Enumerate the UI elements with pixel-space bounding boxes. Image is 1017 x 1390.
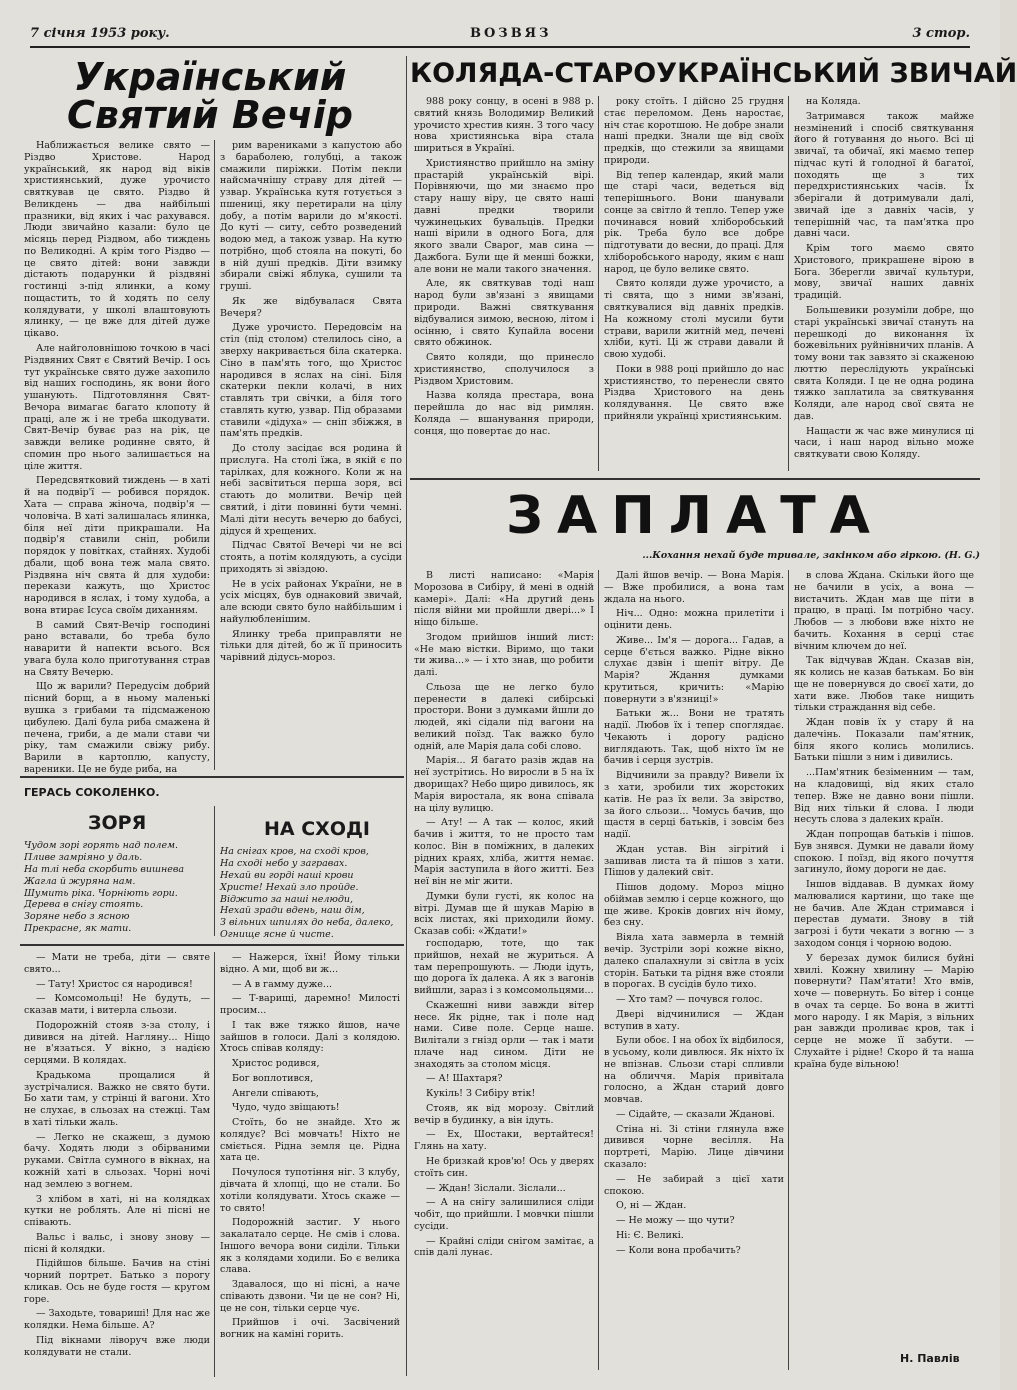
paragraph: Під вікнами ліворуч вже люди колядувати не стали. <box>24 1334 210 1358</box>
paragraph: — А на снігу залишилися сліди чобіт, що прийшли. І мовчки пішли сусіди. <box>414 1197 594 1232</box>
paragraph: — Мати не треба, діти — святе свято... <box>24 952 210 975</box>
poem-line: Пливе замріяно у даль. <box>24 851 143 863</box>
paragraph: Кукіль! З Сибіру втік! <box>426 1088 536 1100</box>
article3-title: ЗАПЛАТА <box>506 486 884 546</box>
article1-title <box>40 55 380 137</box>
paragraph: — Легко не скажеш, з думою бачу. Ходять люди з обірваними руками. Світла сумного в вікнах, на кожній хаті в сльозах. Чорні ночі над землею з вогнем. <box>24 1131 210 1190</box>
paragraph: — Не забирай з цієї хати спокою. <box>604 1173 784 1197</box>
paragraph: на Коляда. <box>806 96 861 107</box>
column-divider <box>406 56 407 1376</box>
poem-line: Шумить ріка. Чорніють гори. <box>24 887 178 899</box>
paragraph: Так відчував Ждан. Сказав він, як колись не казав батькам. Бо він ще не повернувся до своєї хати, до хати вже. Любов таке нищить тільки страждання від себе. <box>794 655 974 714</box>
poem-line: На снігах кров, на сході кров, <box>220 846 369 857</box>
paragraph: в слова Ждана. Скільки його ще не бачили в усіх, а вона — вистачить. Ждан мав ще піти в працю, в праці. Ім потрібно часу. Любов — з любови вже ніхто не бачить. Кохання в серці стає вічним ключем до неї. <box>794 570 974 652</box>
paragraph: ...Пам'ятник безіменним — там, на кладовищі, від яких стало тепер. Вже не давно вони пішли. Від них тільки й слова. І люди несуть слова з далеких країн. <box>794 767 974 826</box>
paragraph: Передсвятковий тиждень — в хаті й на подвір'ї — робився порядок. Хата — справа жіноча, подвір'я — чоловіча. В хаті залишалась ялинка, біля неї діти прикрашали. На подвір'я ставили сніп, робили порядок у повітках, стайнях. Худобі дбали, щоб вона теж мала свято. Різдвяна ніч свята й для худоби: перекази кажуть, що Христос народився в яслах, і тому худоба, а вона втирає Ісуса своїм диханням. <box>24 475 210 616</box>
paragraph: Ялинку треба приправляти не тільки для дітей, бо ж її приносить чарівний дідусь-мороз. <box>220 628 402 664</box>
paragraph: Вальс і вальс, і знову знову — пісні й колядки. <box>24 1231 210 1255</box>
paragraph: Ждан устав. Він зігрітий і зашивав листа та й пішов з хати. Пішов у далекий світ. <box>604 843 784 879</box>
poem-line: На тлі неба скорбить вишнева <box>24 863 185 875</box>
paragraph: В листі написано: «Марія Морозова в Сибіру, й мені в одній камері». Далі: «На другий день після війни ми пройшли двері...» І ніщо більше. <box>414 570 594 629</box>
paragraph: Крім того маємо свято Христового, прикрашене вірою в Бога. Зберегли звичаї культури, мову, звичаї наших давніх традицій. <box>794 243 974 302</box>
paragraph: Подорожній застиг. У нього закалатало серце. Не смів і слова. Іншого вечора вони сиділи. Тільки як з колядами ходили. Бо є велика слава. <box>220 1217 400 1276</box>
masthead <box>30 26 970 48</box>
paragraph: — А! Шахтаря? <box>426 1073 503 1085</box>
paragraph: Віяла хата завмерла в темній вечір. Зустріли зорі кожне вікно, далеко спалахнули зі світла в усіх сторін. Батьки та рідня вже стояли в порогах. В сусідів було тихо. <box>604 932 784 991</box>
paragraph: Подорожній стояв з-за столу, і дивився на дітей. Нагляну... Ніщо не в'язаться. У вікно, з надією серцями. В колядах. <box>24 1019 210 1067</box>
paragraph: — А в гамму дуже... <box>232 978 332 990</box>
poem-line: Нехай зради вдень, наш дім, <box>220 905 365 917</box>
paragraph: Пішов додому. Мороз міцно обіймав землю і серце кожного, що ще живе. Кроків довгих ніч йому, без сну. <box>604 882 784 929</box>
article1-column1 <box>24 140 210 775</box>
paragraph: Прийшов і очі. Засвічений вогник на каміні горить. <box>220 1317 400 1341</box>
paper-name: ВОЗВЯЗ <box>470 26 552 41</box>
paragraph: — Ату! — А так — колос, який бачив і життя, то не просто там колос. Він в поміжних, в далеких рідних краях, хліба, життя немає. Марія заступила в його житті. Без неї він не міг жити. <box>414 817 594 888</box>
paragraph: Наближається велике свято — Різдво Христове. Народ український, як народ від віків християнський, дуже урочисто святкував це свято. Різдво й Великдень — два найбільші празники, від яких і час рахувався. Люди звичайно казали: було це місяць перед Різдвом, або тиждень по Великодні. А крім того Різдво — це свято дітей: вони завжди дістають подарунки й різдвяні гостинці з-під ялинки, а кому пощастить, то й ходять по селу колядувати, у школі влаштовують ялинку, — це вже для дітей дуже цікаво. <box>24 140 210 340</box>
paragraph: В самий Свят-Вечір господині рано вставали, бо треба було наварити й напекти всього. Вся увага була коло приготування страв на Святу Вечерю. <box>24 619 210 678</box>
paragraph: — Заходьте, товариші! Для нас же колядки. Нема більше. А? <box>24 1308 210 1332</box>
article2-column1 <box>414 96 594 466</box>
paragraph: — Сідайте, — сказали Ждановi. <box>616 1108 775 1120</box>
paragraph: Чудо, чудо звіщають! <box>232 1102 340 1114</box>
column-divider <box>214 140 215 770</box>
paragraph: господарю, тоте, що так прийшов, нехай не журиться. А там перепрошують. — Люди ідуть, що дорога їх далека. А як з вагонів вийшли, зараз і з комсомольцями... <box>414 938 594 997</box>
paragraph: Свято коляди дуже урочисто, а ті свята, що з ними зв'язані, святкувалися від давніх предків. На кожному столі мусили бути страви, варили житній мед, печені хліби, куті. Ці ж страви давали й свою худобі. <box>604 278 784 361</box>
paragraph: — Т-варищі, даремно! Милості просим... <box>220 993 400 1017</box>
poem-line: З вільних шпилях до неба, далеко, <box>220 917 394 929</box>
article2-column3 <box>794 96 974 466</box>
paragraph: Християнство прийшло на зміну прастарій українській вірі. Порівняючи, що ми знаємо про стару нашу віру, це свято наші давні предки творили чужинецьких бувальців. Предки наші вірили в одного Бога, для якого звали Сварог, мав сина — Дажбога. Були ще й менші божки, але вони не мали такого значення. <box>414 157 594 275</box>
paragraph: Стоїть, бо не знайде. Хто ж колядує? Всі мовчать! Ніхто не сміється. Рідна земля це. Рідна хата це. <box>220 1117 400 1164</box>
paragraph: — Коли вона пробачить? <box>616 1244 741 1256</box>
paragraph: Живе... Ім'я — дорога... Гадав, а серце б'ється важко. Рідне вікно слухає дзвін і шепіт вітру. Де Марія? Ждання думками крутиться, кричить: «Марію повернути з в'язниці!» <box>604 634 784 705</box>
paragraph: Ждан повів їх у стару й на далечінь. Показали пам'ятник, біля якого колись молились. Батьки пішли з ним і дивились. <box>794 717 974 764</box>
story-column1 <box>24 952 210 1377</box>
paragraph: Далі йшов вечір. — Вона Марія. — Вже пробилися, а вона там ждала на нього. <box>604 570 784 605</box>
paragraph: Батьки ж... Вони не тратять надії. Любов їх і тепер споглядає. Чекають і дорогу радісно виглядають. Так, щоб ніхто їм не бачив і серця зустрів. <box>604 708 784 767</box>
column-divider <box>214 952 215 1377</box>
paragraph: Не бризкай кров'ю! Ось у дверях стоїть син. <box>414 1156 594 1179</box>
paragraph: Сльоза ще не легко було перенести в далекі сибірські простори. Вони з думками йшли до людей, які сідали під вагони на великий поїзд. Так важко було одній, але Марія дала собі слово. <box>414 681 594 752</box>
paragraph: Христос родився, <box>232 1058 320 1070</box>
article1-title-line1: Український <box>73 55 347 99</box>
column-divider <box>598 96 599 471</box>
poem-line: Віджито за наші нелюди, <box>220 893 353 905</box>
page-number: 3 стор. <box>912 26 970 41</box>
paragraph: Підійшов більше. Бачив на стіні чорний портрет. Батько з порогу кликав. Ось не буде гостя — кругом горе. <box>24 1258 210 1305</box>
article2-column2 <box>604 96 784 466</box>
paragraph: Іншов віддавав. В думках йому малювалися картини, що таке ще не бачив. Але Ждан стримався і перестав думати. Знову в тій загрозі і бути чекати з вогню — з заходом сонця і чорною водою. <box>794 879 974 949</box>
article1-column2 <box>220 140 402 765</box>
poem-line: Нехай ви горді наші крови <box>220 869 354 881</box>
paragraph: Дуже урочисто. Передовсім на стіл (під столом) стелилось сіно, а зверху накривається біла скатерка. Сіно в пам'ять того, що Христос народився в яслах на сіні. Біля скатерки пекли колачі, в них ставлять три свічки, а біля того ставлять кутю, узвар. Під образами ставили «дідуха» — сніп збіжжя, в пам'ять предків. <box>220 322 402 440</box>
paragraph: Марія... Я багато разів ждав на неї зустрітись. Но виросли в 5 на їх дворищах? Небо щиро дивилось, як Марія виростала, як вона співала на цілу вулицю. <box>414 755 594 814</box>
paragraph: Але найголовнішою точкою в часі Різдвяних Свят є Святий Вечір. І ось тут українське свято дуже захопило від наших господинь, як вони його ушанують. Підготовляння Свят-Вечора вимагає багато клопоту й праці, але ж і не треба шкодувати. Свят-Вечір буває раз на рік, це завжди велике родинне свято, й спомин про нього залишається на ціле життя. <box>24 343 210 472</box>
column-divider <box>214 806 215 936</box>
paragraph: Свято коляди, що принесло християнство, сполучилося з Різдвом Христовим. <box>414 352 594 387</box>
paragraph: Нащасти ж час вже минулися ці часи, і наш народ вільно може святкувати свою Коляду. <box>794 425 974 461</box>
paragraph: Стіна ні. Зі стіни глянула вже дивився чорне весілля. На портреті, Марію. Лице дівчини сказало: <box>604 1123 784 1170</box>
poem-line: Прекрасне, як мати. <box>24 923 132 935</box>
paragraph: Думки були густі, як колос на вітрі. Думав ще й шукав Марію в всіх листах, які приходили йому. Сказав собі: «Ждати!» <box>414 890 594 938</box>
article3-column2 <box>604 570 784 1370</box>
paragraph: Ждан попрощав батьків і пішов. Був знявся. Думки не давали йому спокою. І поїзд, від якого почуття загинуло, йому дороги не дає. <box>794 829 974 876</box>
column-divider <box>598 570 599 1370</box>
poem1-text <box>24 840 210 935</box>
story-column3 <box>414 938 594 1378</box>
paragraph: — Комсомольці! Не будуть, — сказав мати, і витерла сльози. <box>24 993 210 1017</box>
paragraph: Згодом прийшов інший лист: «Не маю вістки. Віримо, що таки ти жива...» — і хто знав, що робити далі. <box>414 631 594 679</box>
paragraph: Від тепер календар, який мали ще старі часи, ведеться від теперішнього. Вони шанували сонце за світло й тепло. Тепер уже починався новий хліборобський рік. Треба було все добре підготувати до весни, до праці. Для хліборобського народу, яким є наш народ, це було велике свято. <box>604 169 784 275</box>
section-rule <box>20 944 404 946</box>
poem-line: Христе! Нехай зло пройде. <box>220 881 359 893</box>
article1-title-line2: Святий Вечір <box>67 93 353 137</box>
article2-title: КОЛЯДА-СТАРОУКРАЇНСЬКИЙ ЗВИЧАЙ <box>410 58 1017 89</box>
section-rule <box>20 776 404 778</box>
poem2-title: НА СХОДІ <box>264 818 370 840</box>
paragraph: Большевики розуміли добре, що старі українські звичаї стануть на перешкоді до виконання їх божевільних руйнівничих планів. А тому вони так завзято зі скаженою люттю переслідують українські свята Коляди. І це не одна родина тяжко заплатила за святкування Коляди, але народ свої свята не дав. <box>794 305 974 422</box>
paragraph: Здавалося, що ні пісні, а наче співають дзвони. Чи це не сон? Ні, це не сон, тільки серце чує. <box>220 1279 400 1314</box>
paragraph: Але, як святкував тоді наш народ були зв'язані з явищами природи. Важні святкування відбувалися зимою, весною, літом і осінню, і свято Купайла восени свято обжинок. <box>414 278 594 349</box>
paragraph: Крадькома прощалися й зустрічалися. Важко не свято бути. Бо хати там, у стрінці й вагони. Хто не слухає, в сльозах на стежці. Там в хаті тільки жаль. <box>24 1069 210 1128</box>
poem-line: Зоряне небо з ясною <box>24 911 130 923</box>
column-divider <box>788 570 789 1370</box>
paragraph: — Тату! Христос ся народився! <box>36 978 193 990</box>
paragraph: Ні: Є. Великі. <box>616 1229 684 1241</box>
paragraph: — Ждан! Зіслали. Зіслали... <box>426 1182 566 1194</box>
article3-column1 <box>414 570 594 938</box>
column-divider <box>788 96 789 471</box>
paragraph: У березах думок билися буйні хвилі. Кожну хвилину — Марію повернути? Пам'ятати! Хто вмів, хоче — повернуть. Бо вітер і сонце в очах та серце. Бо вона в житті мого народу. І як Марія, з вільних ран завжди проливає кров, так і серце не може її забути. — Слухайте і рідне! Скоро й та наша країна буде вільною! <box>794 952 974 1070</box>
paragraph: Скажешні ниви завжди вітер несе. Як рідне, так і поле над нами. Сиве поле. Серце наше. Вилітали з гнізд орли — так і мати плаче над сином. Діти не знаходять за столом місця. <box>414 999 594 1070</box>
poem1-title: ЗОРЯ <box>88 812 147 834</box>
issue-date: 7 січня 1953 року. <box>30 26 170 41</box>
paragraph: Що ж варили? Передусім добрий пісний борщ, а в ньому маленькі вушка з грибами та підсмаженою цибулею. Далі була риба смажена й печена, гриби, а де мали стави чи ріку, там смажили свіжу рибу. Варили в картоплю, капусту, вареники. Це не буде риба, на <box>24 681 210 775</box>
article3-signature: Н. Павлів <box>900 1352 960 1365</box>
paragraph: року стоїть. І дійсно 25 грудня стає переломом. День наростає, ніч стає коротшою. Не добре знали наші предки. Знали ще від своїх предків, що стежили за явищами природи. <box>604 96 784 166</box>
poem-line: Жагла й журяна нам. <box>24 875 136 887</box>
paragraph: Затримався також майже незмінений і спосіб святкування його й готування до нього. Всі ці звичаї, та обичаї, які маємо тепер підчас куті й голодної й багатої, походять ще з тих передхристиянських часів. Їх зберігали й дотримували далі, звичай іде з давніх часів, у теперішній час, та пам'ятка про давні часи. <box>794 110 974 240</box>
paragraph: Почулося тупотіння ніг. З клубу, дівчата й хлопці, що не стали. Бо хотіли колядувати. Хтось скаже — то свято! <box>220 1167 400 1214</box>
poem-line: Огнище ясне й чисте. <box>220 929 334 941</box>
paragraph: До столу засідає вся родина й прислуга. На столі їжа, в якій є по тарілках, для кожного. Коли ж на небі засвітиться перша зоря, всі стають до молитви. Вечір цей святий, і діти повинні бути чемні. Малі діти несуть вечерю до бабусі, дідуся й хрещених. <box>220 443 402 537</box>
paragraph: І так вже тяжко йшов, наче зайшов в голоси. Далі з колядою. Хтось співав коляду: <box>220 1019 400 1055</box>
paragraph: — Крайні сліди снігом замітає, а спів далі лунає. <box>414 1235 594 1259</box>
paragraph: З хлібом в хаті, ні на колядках кутки не роблять. Але ні пісні не співають. <box>24 1193 210 1229</box>
paragraph: Ніч... Одно: можна прилетіти і оцінити день. <box>604 608 784 632</box>
paragraph: Як же відбувалася Свята Вечеря? <box>220 295 402 319</box>
paragraph: 988 року сонцу, в осені в 988 р. святий князь Володимир Великий урочисто хрестив киян. З того часу нова християнська віра стала шириться в Україні. <box>414 96 594 155</box>
paragraph: Відчинили за правду? Вивели їх з хати, зробили тих жорстоких катів. Не раз їх вели. За звірство, за його сльози... Чомусь бачив, що щастя в серці батьків, і зовсім без надії. <box>604 770 784 841</box>
paragraph: — Нажерся, їхні! Йому тільки відно. А ми, щоб ви ж... <box>220 952 400 975</box>
paragraph: Стояв, як від морозу. Світлий вечір в будинку, а він ідуть. <box>414 1102 594 1126</box>
paragraph: Назва коляда престара, вона перейшла до нас від римлян. Коляда — вшанування природи, сонця, що повертає до нас. <box>414 390 594 437</box>
poem2-text <box>220 846 402 941</box>
paragraph: Поки в 988 році прийшло до нас християнство, то перенесли свято Різдва Христового на день колядування. Це свято вже прийняли українці християнським. <box>604 363 784 422</box>
paragraph: Не в усіх районах України, не в усіх місцях, був однаковий звичай, але всюди свято було найбільшим і найулюбленішим. <box>220 578 402 625</box>
poem-line: Чудом зорі горять над полем. <box>24 840 178 851</box>
poem-line: На сході небо у загравах. <box>220 857 348 869</box>
paragraph: рим варениками з капустою або з бараболею, голубці, а також смажили пиріжки. Потім пекли найсмачнішу страву для дітей — узвар. Українська кутя готується з пшениці, яку перетирали на цілу добу, а потім варили до м'якості. До куті — ситу, себто розведений водою мед, а також узвар. На кутю потрібно, щоб стояла на покуті, бо в ній душі предків. Діти взимку збирали свіжі яблука, сушили та груші. <box>220 140 402 293</box>
paragraph: Бог воплотився, <box>232 1072 314 1084</box>
paragraph: Були обоє. І на обох їх відбилося, в усьому, коли дивлюся. Як ніхто їх не впізнав. Сльози старі спливли на обличчя. Марія привітала голосно, а Ждан старий довго мовчав. <box>604 1035 784 1106</box>
paragraph: Ангели співають, <box>232 1087 319 1099</box>
section-rule <box>410 478 980 480</box>
paragraph: О, ні — Ждан. <box>616 1200 687 1212</box>
paragraph: — Хто там? — почувся голос. <box>616 994 763 1006</box>
story-column2 <box>220 952 400 1377</box>
paragraph: — Ех, Шостаки, вертайтеся! Глянь на хату. <box>414 1129 594 1153</box>
paragraph: — Не можу — що чути? <box>616 1215 735 1227</box>
article3-epigraph: ...Кохання нехай буде тривале, закінком або гіркою. (Н. G.) <box>642 550 980 561</box>
paragraph: Двері відчинилися — Ждан вступив в хату. <box>604 1008 784 1032</box>
poem-line: Дерева в снігу стоять. <box>24 899 144 911</box>
article3-column3 <box>794 570 974 1350</box>
poems-author: ГЕРАСЬ СОКОЛЕНКО. <box>24 786 160 799</box>
paragraph: Підчас Святої Вечері чи не всі стоять, а потім колядують, а сусіди приходять зі звіздою. <box>220 540 402 575</box>
